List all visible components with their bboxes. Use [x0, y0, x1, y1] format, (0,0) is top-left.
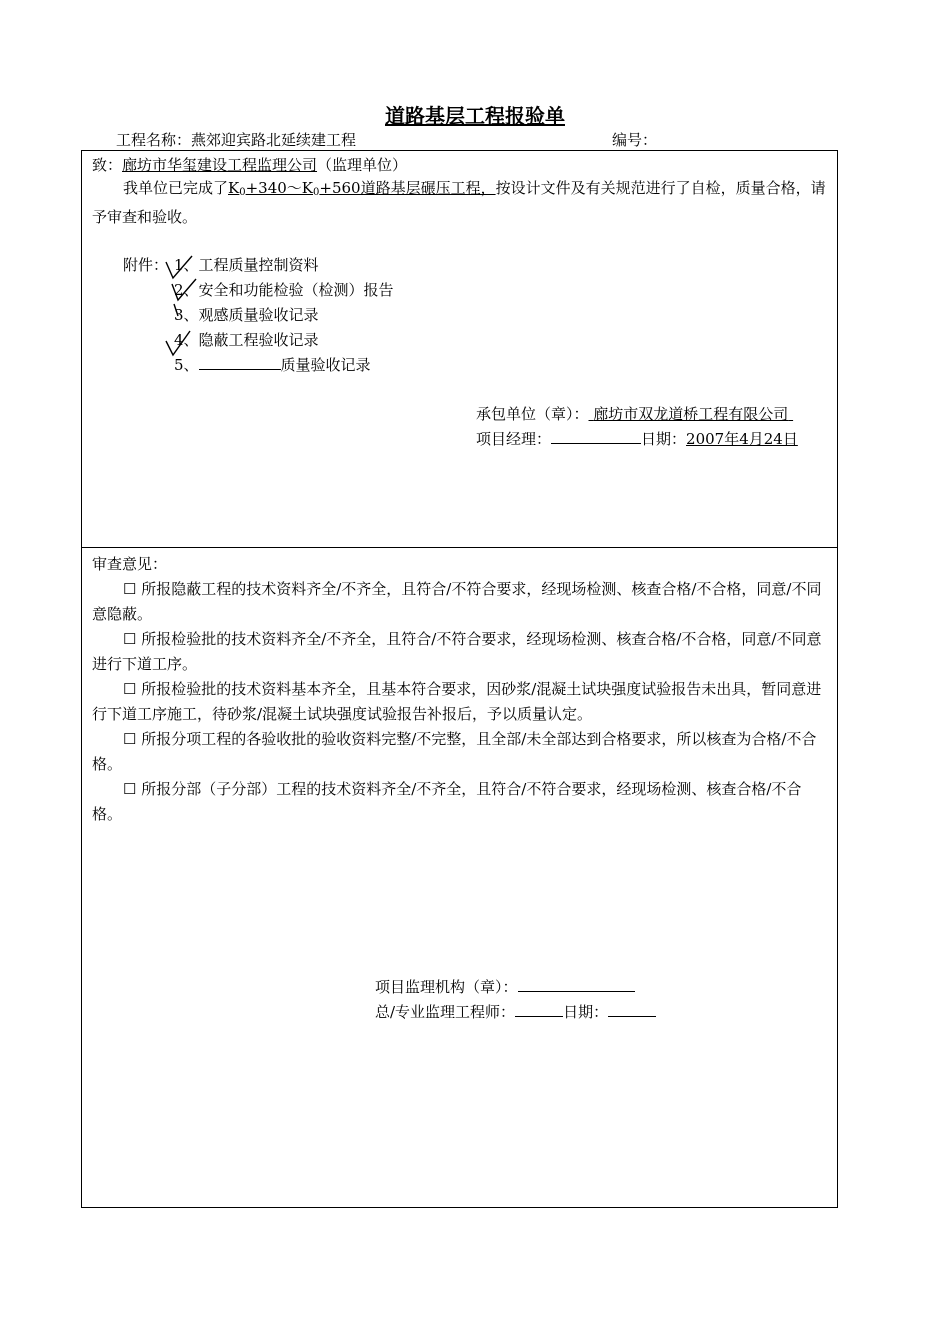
supervisor-note: （监理单位） [317, 156, 408, 174]
supervision-org-line [375, 976, 635, 997]
checkbox-icon: ☐ [123, 580, 137, 598]
contractor-name: 廊坊市双龙道桥工程有限公司 [593, 405, 789, 423]
checkmark-icon [162, 327, 196, 361]
engineer-blank [515, 1002, 563, 1017]
completed-work: $K_0+340\sim K_0+560$道路基层碾压工程， [228, 179, 496, 198]
blank-line [199, 355, 281, 370]
checkbox-icon: ☐ [123, 730, 137, 748]
attachment-item: 5、 质量验收记录 [174, 356, 371, 374]
review-option: ☐ 所报分项工程的各验收批的验收资料完整/不完整，且全部/未全部达到合格要求，所以核查为合格/不合格。 [92, 730, 817, 773]
review-option: ☐ 所报检验批的技术资料基本齐全，且基本符合要求，因砂浆/混凝土试块强度试验报告未出具，暂同意进行下道工序施工，待砂浆/混凝土试块强度试验报告补报后，予以质量认定。 [92, 680, 822, 723]
review-heading: 审查意见： [92, 555, 168, 573]
review-option: ☐ 所报隐蔽工程的技术资料齐全/不齐全，且符合/不符合要求，经现场检测、核查合格/不合格，同意/不同意隐蔽。 [92, 580, 822, 623]
manager-label: 项目经理： [476, 430, 552, 448]
contractor-line [476, 403, 793, 424]
body-suffix: 按设计文件及有关规范进行了自检，质量合格，请予审查和验收。 [92, 179, 826, 226]
review-date-label: 日期： [563, 1003, 609, 1021]
checkbox-icon: ☐ [123, 680, 137, 698]
submission-body [92, 176, 830, 230]
page-title: 道路基层工程报验单 [385, 104, 565, 128]
review-date-blank [608, 1002, 656, 1017]
date-label: 日期： [641, 430, 687, 448]
body-prefix: 我单位已完成了 [123, 179, 229, 197]
engineer-label: 总/专业监理工程师： [375, 1003, 516, 1021]
review-option: ☐ 所报检验批的技术资料齐全/不齐全，且符合/不符合要求，经现场检测、核查合格/不合格，同意/不同意进行下道工序。 [92, 630, 822, 673]
project-name-line [116, 129, 356, 150]
checkmark-icon [168, 300, 198, 324]
attachment-item: 2、安全和功能检验（检测）报告 [174, 281, 394, 299]
engineer-line [375, 1001, 656, 1022]
number-label: 编号： [612, 131, 658, 149]
project-name: 燕郊迎宾路北延续建工程 [191, 131, 357, 149]
manager-signature-blank [551, 429, 641, 444]
supervisor-name: 廊坊市华玺建设工程监理公司 [122, 156, 318, 174]
checkbox-icon: ☐ [123, 630, 137, 648]
submission-date: 2007年4月24日 [686, 430, 798, 448]
attachment-item: 3、观感质量验收记录 [174, 306, 319, 324]
attachment-item: 4、隐蔽工程验收记录 [174, 331, 319, 349]
to-label: 致： [92, 156, 123, 174]
review-option: ☐ 所报分部（子分部）工程的技术资料齐全/不齐全，且符合/不符合要求，经现场检测、核查合格/不合格。 [92, 780, 802, 823]
org-label: 项目监理机构（章）： [375, 978, 518, 996]
manager-line [476, 428, 798, 449]
attach-label: 附件： [123, 256, 169, 274]
addressee-line [92, 154, 407, 175]
contractor-label: 承包单位（章）： [476, 405, 589, 423]
checkbox-icon: ☐ [123, 780, 137, 798]
attachment-item: 1、工程质量控制资料 [174, 256, 319, 274]
project-label: 工程名称： [116, 131, 192, 149]
org-blank [518, 977, 635, 992]
